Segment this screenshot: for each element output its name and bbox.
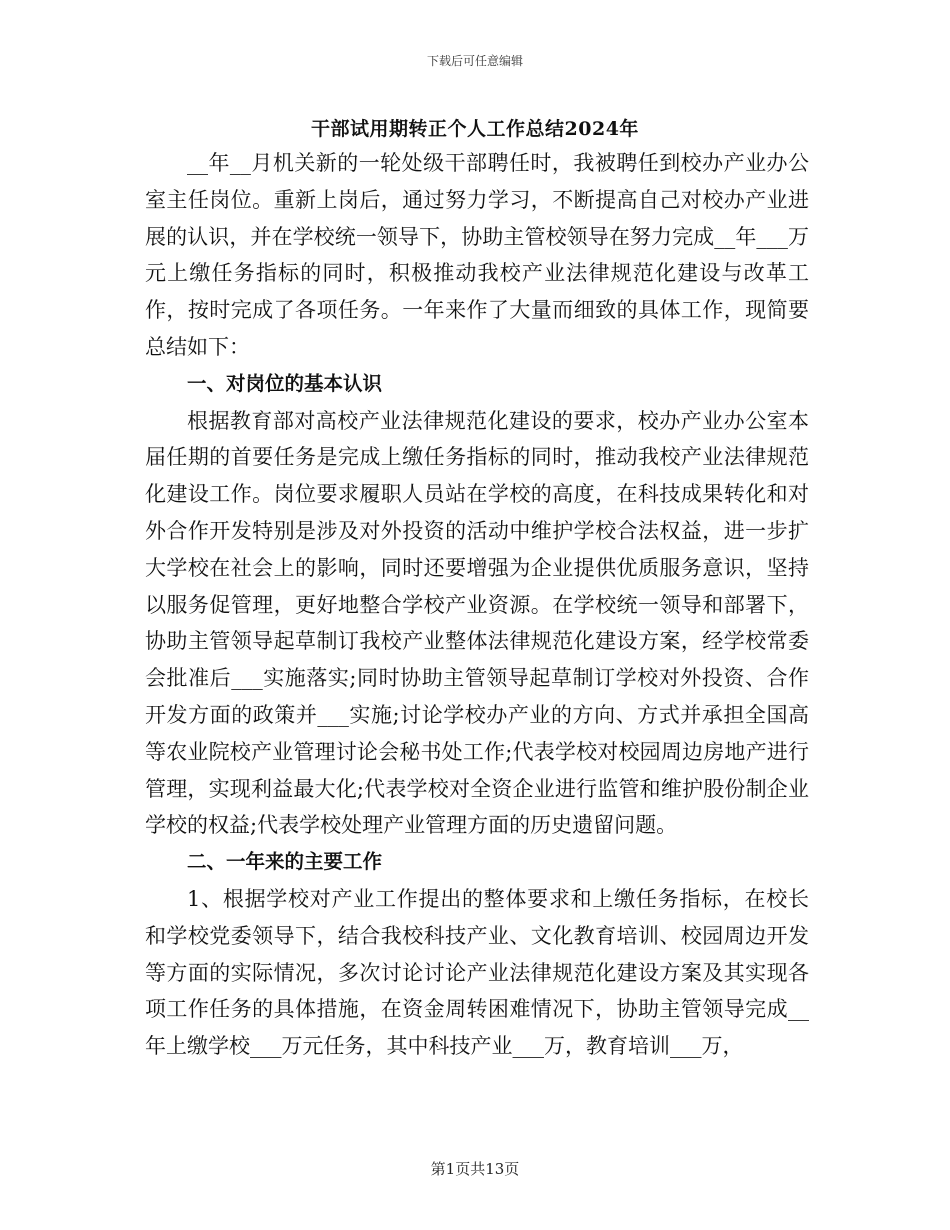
- section-2-paragraph: 1、根据学校对产业工作提出的整体要求和上缴任务指标，在校长和学校党委领导下，结合我校科技产业、文化教育培训、校园周边开发等方面的实际情况，多次讨论讨论产业法律规范化建设方案及其实现各项工作任务的具体措施，在资金周转困难情况下，协助主管领导完成__年上缴学校___万元任务，其中科技产业___万，教育培训___万，: [145, 886, 809, 1059]
- section-2-heading: 二、一年来的主要工作: [187, 850, 383, 874]
- page-header-note: 下载后可任意编辑: [426, 54, 523, 68]
- section-1-paragraph: 根据教育部对高校产业法律规范化建设的要求，校办产业办公室本届任期的首要任务是完成上缴任务指标的同时，推动我校产业法律规范化建设工作。岗位要求履职人员站在学校的高度，在科技成果转化和对外合作开发特别是涉及对外投资的活动中维护学校合法权益，进一步扩大学校在社会上的影响，同时还要增强为企业提供优质服务意识，坚持以服务促管理，更好地整合学校产业资源。在学校统一领导和部署下，协助主管领导起草制订我校产业整体法律规范化建设方案，经学校常委会批准后___实施落实;同时协助主管领导起草制订学校对外投资、合作开发方面的政策并___实施;讨论学校办产业的方向、方式并承担全国高等农业院校产业管理讨论会秘书处工作;代表学校对校园周边房地产进行管理，实现利益最大化;代表学校对全资企业进行监管和维护股份制企业学校的权益;代表学校处理产业管理方面的历史遗留问题。: [145, 408, 809, 838]
- document-body: [145, 145, 809, 1065]
- page-number: 第1页共13页: [430, 1160, 520, 1178]
- document-title: 干部试用期转正个人工作总结2024年: [311, 118, 639, 140]
- section-1-heading: 一、对岗位的基本认识: [187, 371, 383, 395]
- intro-paragraph: __年__月机关新的一轮处级干部聘任时，我被聘任到校办产业办公室主任岗位。重新上岗后，通过努力学习，不断提高自己对校办产业进展的认识，并在学校统一领导下，协助主管校领导在努力完成__年___万元上缴任务指标的同时，积极推动我校产业法律规范化建设与改革工作，按时完成了各项任务。一年来作了大量而细致的具体工作，现简要总结如下：: [145, 151, 809, 359]
